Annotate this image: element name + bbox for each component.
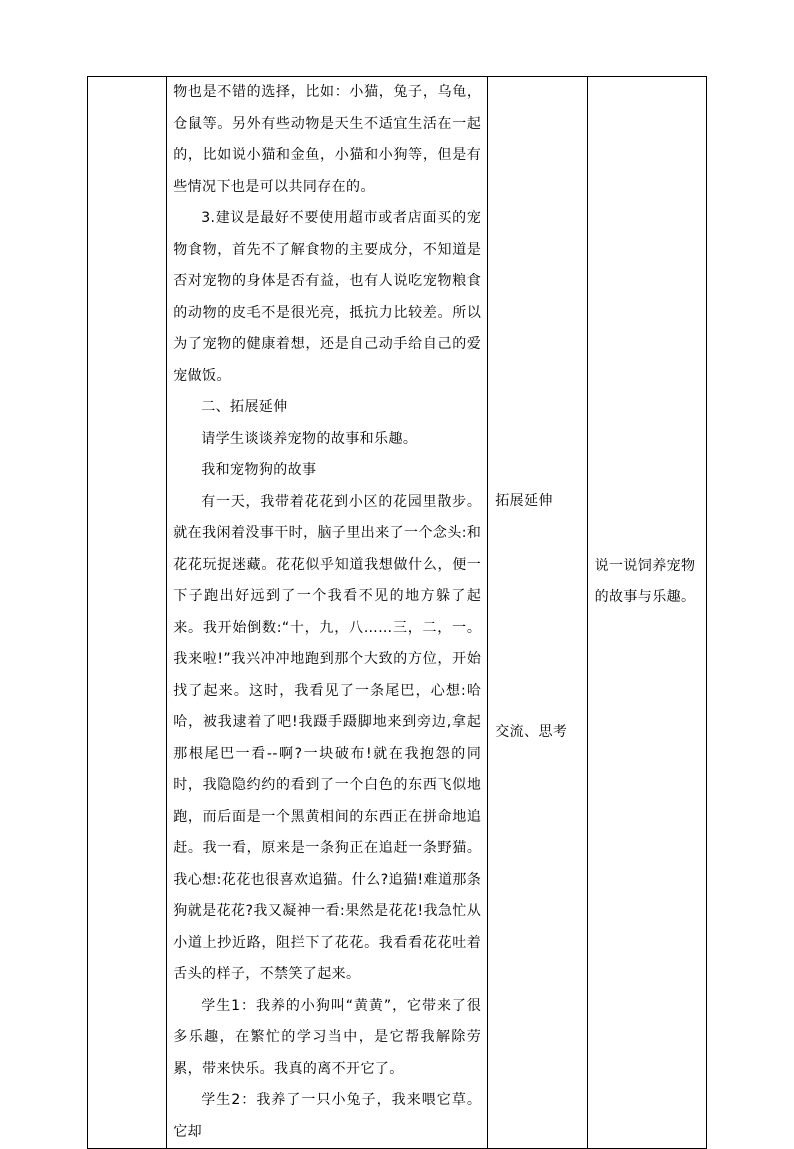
activity-cell [587, 77, 706, 1149]
lesson-plan-table [87, 76, 707, 1149]
section-heading-extension: 二、拓展延伸 [201, 399, 288, 415]
story-title: 我和宠物狗的故事 [201, 462, 317, 478]
story-paragraph: 有一天，我带着花花到小区的花园里散步。就在我闲着没事干时，脑子里出来了一个念头:和花花玩捉迷藏。花花似乎知道我想做什么，便一下子跑出好远到了一个我看不见的地方躲了起来。我开始倒数:“十，九，八……三，二，一。我来啦!”我兴冲冲地跑到那个大致的方位，开始找了起来。这时，我看见了一条尾巴，心想:哈哈，被我逮着了吧!我蹑手蹑脚地来到旁边,拿起那根尾巴一看--啊?一块破布!就在我抱怨的同时，我隐隐约约的看到了一个白色的东西飞似地跑，而后面是一个黑黄相间的东西正在拼命地追赶。我一看，原来是一条狗正在追赶一条野猫。我心想:花花也很喜欢追猫。什么?追猫!难道那条狗就是花花?我又凝神一看:果然是花花!我急忙从小道上抄近路，阻拦下了花花。我看看花花吐着舌头的样子，不禁笑了起来。 [173, 493, 482, 982]
table-row [88, 77, 707, 1149]
method-cell [488, 77, 587, 1149]
activity-text: 说一说饲养宠物的故事与乐趣。 [594, 558, 696, 605]
method-label-discussion: 交流、思考 [495, 724, 568, 740]
blank-cell [88, 77, 167, 1149]
content-paragraph-2: 3.建议是最好不要使用超市或者店面买的宠物食物，首先不了解食物的主要成分，不知道是否对宠物的身体是否有益，也有人说吃宠物粮食的动物的皮毛不是很光亮，抵抗力比较差。所以为了宠物的健康着想，还是自己动手给自己的爱宠做饭。 [173, 210, 482, 384]
content-cell [167, 77, 488, 1149]
student-2-paragraph: 学生2：我养了一只小兔子，我来喂它草。它却 [173, 1092, 482, 1140]
content-paragraph-1: 物也是不错的选择，比如：小猫，兔子，乌龟，仓鼠等。另外有些动物是天生不适宜生活在一起的，比如说小猫和金鱼，小猫和小狗等，但是有些情况下也是可以共同存在的。 [173, 84, 482, 195]
student-1-paragraph: 学生1：我养的小狗叫“黄黄”，它带来了很多乐趣，在繁忙的学习当中，是它帮我解除劳累，带来快乐。我真的离不开它了。 [173, 997, 482, 1077]
content-paragraph-4: 请学生谈谈养宠物的故事和乐趣。 [201, 430, 418, 447]
method-label-extension: 拓展延伸 [495, 493, 553, 509]
